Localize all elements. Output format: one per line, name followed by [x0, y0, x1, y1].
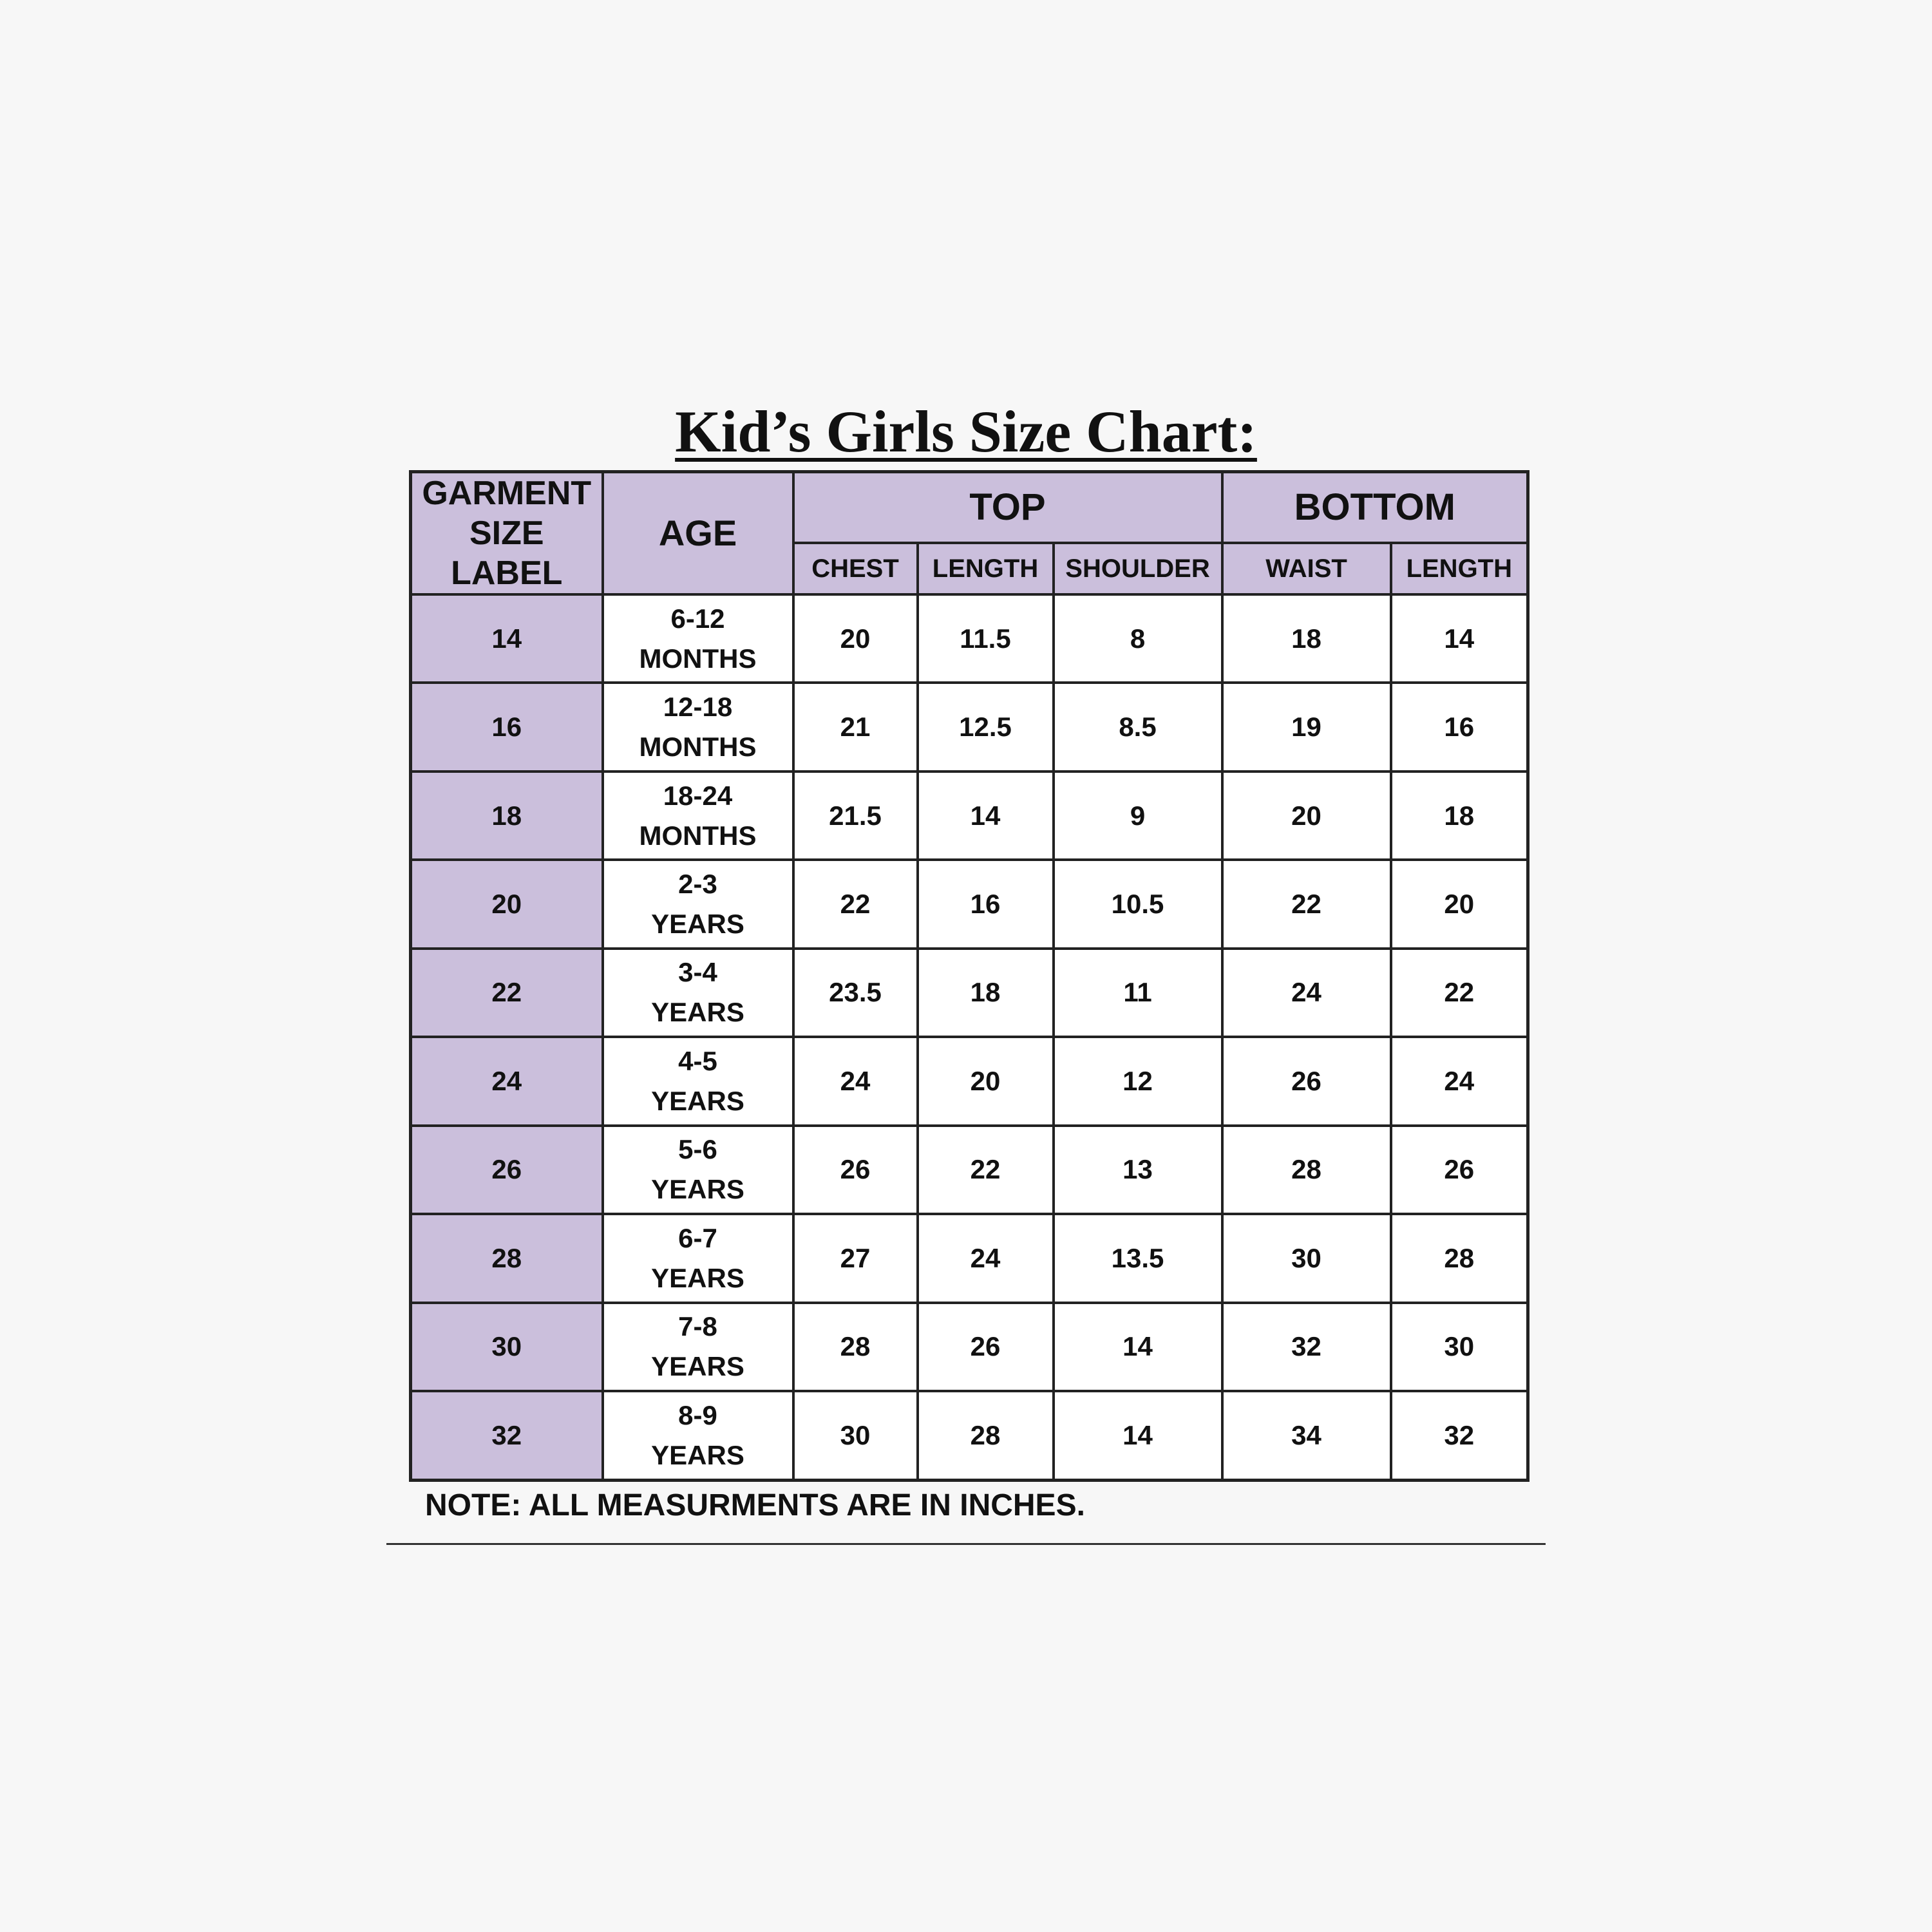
chest-cell: 27: [793, 1214, 918, 1302]
page-title: [0, 396, 1932, 467]
page-title-text: Kid’s Girls Size Chart:: [675, 399, 1257, 464]
age-unit: YEARS: [651, 909, 744, 940]
chest-cell: 21: [793, 683, 918, 771]
age-cell: [603, 594, 793, 683]
bottom-length-cell: 14: [1391, 594, 1528, 683]
age-cell: [603, 1214, 793, 1302]
age-header: AGE: [603, 472, 793, 595]
size-cell: 16: [411, 683, 603, 771]
size-cell: 32: [411, 1391, 603, 1480]
age-cell: [603, 1391, 793, 1480]
top-length-cell: 11.5: [918, 594, 1054, 683]
table-header: [411, 472, 1528, 595]
chest-cell: 21.5: [793, 772, 918, 860]
bottom-length-cell: 26: [1391, 1126, 1528, 1214]
size-label-header-line1: GARMENT: [422, 475, 592, 512]
chest-cell: 26: [793, 1126, 918, 1214]
size-cell: 28: [411, 1214, 603, 1302]
top-length-header: LENGTH: [918, 543, 1054, 594]
shoulder-cell: 8: [1054, 594, 1222, 683]
chest-cell: 24: [793, 1037, 918, 1125]
bottom-group-header: BOTTOM: [1222, 472, 1528, 544]
waist-cell: 28: [1222, 1126, 1391, 1214]
size-label-header-line2: SIZE LABEL: [451, 515, 563, 592]
age-unit: YEARS: [651, 1351, 744, 1382]
top-length-cell: 16: [918, 860, 1054, 948]
shoulder-header: SHOULDER: [1054, 543, 1222, 594]
size-chart-table: [409, 470, 1530, 1482]
age-cell: [603, 1126, 793, 1214]
waist-cell: 22: [1222, 860, 1391, 948]
age-cell: [603, 683, 793, 771]
age-range: 18-24: [663, 780, 733, 811]
bottom-length-cell: 16: [1391, 683, 1528, 771]
table-row: [411, 1391, 1528, 1480]
table-row: [411, 1303, 1528, 1391]
chest-header: CHEST: [793, 543, 918, 594]
age-unit: MONTHS: [639, 820, 757, 851]
waist-cell: 24: [1222, 949, 1391, 1037]
waist-cell: 34: [1222, 1391, 1391, 1480]
bottom-length-cell: 20: [1391, 860, 1528, 948]
size-cell: 14: [411, 594, 603, 683]
age-unit: YEARS: [651, 1262, 744, 1293]
shoulder-cell: 10.5: [1054, 860, 1222, 948]
bottom-length-cell: 22: [1391, 949, 1528, 1037]
table-row: [411, 683, 1528, 771]
age-unit: YEARS: [651, 1439, 744, 1470]
top-length-cell: 22: [918, 1126, 1054, 1214]
bottom-length-cell: 30: [1391, 1303, 1528, 1391]
top-length-cell: 26: [918, 1303, 1054, 1391]
bottom-length-cell: 18: [1391, 772, 1528, 860]
age-unit: YEARS: [651, 997, 744, 1028]
waist-header: WAIST: [1222, 543, 1391, 594]
garment-size-label-header: [411, 472, 603, 595]
age-range: 3-4: [678, 957, 717, 988]
age-range: 4-5: [678, 1045, 717, 1076]
age-range: 8-9: [678, 1399, 717, 1430]
table-row: [411, 772, 1528, 860]
age-range: 6-12: [670, 603, 725, 634]
waist-cell: 19: [1222, 683, 1391, 771]
waist-cell: 18: [1222, 594, 1391, 683]
top-group-header: TOP: [793, 472, 1222, 544]
waist-cell: 30: [1222, 1214, 1391, 1302]
age-cell: [603, 1037, 793, 1125]
age-range: 12-18: [663, 692, 733, 723]
measurement-note: NOTE: ALL MEASURMENTS ARE IN INCHES.: [425, 1488, 1085, 1522]
table-row: [411, 1214, 1528, 1302]
age-range: 2-3: [678, 869, 717, 900]
table-row: [411, 594, 1528, 683]
age-unit: YEARS: [651, 1085, 744, 1116]
size-cell: 20: [411, 860, 603, 948]
chest-cell: 22: [793, 860, 918, 948]
chest-cell: 20: [793, 594, 918, 683]
size-cell: 22: [411, 949, 603, 1037]
size-cell: 26: [411, 1126, 603, 1214]
bottom-length-cell: 32: [1391, 1391, 1528, 1480]
age-cell: [603, 949, 793, 1037]
table-body: [411, 594, 1528, 1480]
top-length-cell: 28: [918, 1391, 1054, 1480]
age-cell: [603, 860, 793, 948]
size-cell: 30: [411, 1303, 603, 1391]
table-row: [411, 860, 1528, 948]
shoulder-cell: 9: [1054, 772, 1222, 860]
age-unit: YEARS: [651, 1174, 744, 1205]
age-range: 7-8: [678, 1311, 717, 1342]
age-range: 6-7: [678, 1222, 717, 1253]
shoulder-cell: 13.5: [1054, 1214, 1222, 1302]
waist-cell: 26: [1222, 1037, 1391, 1125]
table-row: [411, 1126, 1528, 1214]
chest-cell: 28: [793, 1303, 918, 1391]
bottom-length-header: LENGTH: [1391, 543, 1528, 594]
top-length-cell: 12.5: [918, 683, 1054, 771]
shoulder-cell: 14: [1054, 1391, 1222, 1480]
age-cell: [603, 1303, 793, 1391]
shoulder-cell: 8.5: [1054, 683, 1222, 771]
chest-cell: 30: [793, 1391, 918, 1480]
shoulder-cell: 11: [1054, 949, 1222, 1037]
bottom-length-cell: 28: [1391, 1214, 1528, 1302]
age-cell: [603, 772, 793, 860]
age-unit: MONTHS: [639, 643, 757, 674]
shoulder-cell: 12: [1054, 1037, 1222, 1125]
top-length-cell: 14: [918, 772, 1054, 860]
waist-cell: 20: [1222, 772, 1391, 860]
shoulder-cell: 14: [1054, 1303, 1222, 1391]
chest-cell: 23.5: [793, 949, 918, 1037]
size-cell: 24: [411, 1037, 603, 1125]
top-length-cell: 20: [918, 1037, 1054, 1125]
shoulder-cell: 13: [1054, 1126, 1222, 1214]
top-length-cell: 18: [918, 949, 1054, 1037]
size-cell: 18: [411, 772, 603, 860]
waist-cell: 32: [1222, 1303, 1391, 1391]
table-row: [411, 1037, 1528, 1125]
table-row: [411, 949, 1528, 1037]
age-range: 5-6: [678, 1134, 717, 1165]
bottom-divider: [386, 1543, 1546, 1545]
bottom-length-cell: 24: [1391, 1037, 1528, 1125]
top-length-cell: 24: [918, 1214, 1054, 1302]
age-unit: MONTHS: [639, 732, 757, 762]
